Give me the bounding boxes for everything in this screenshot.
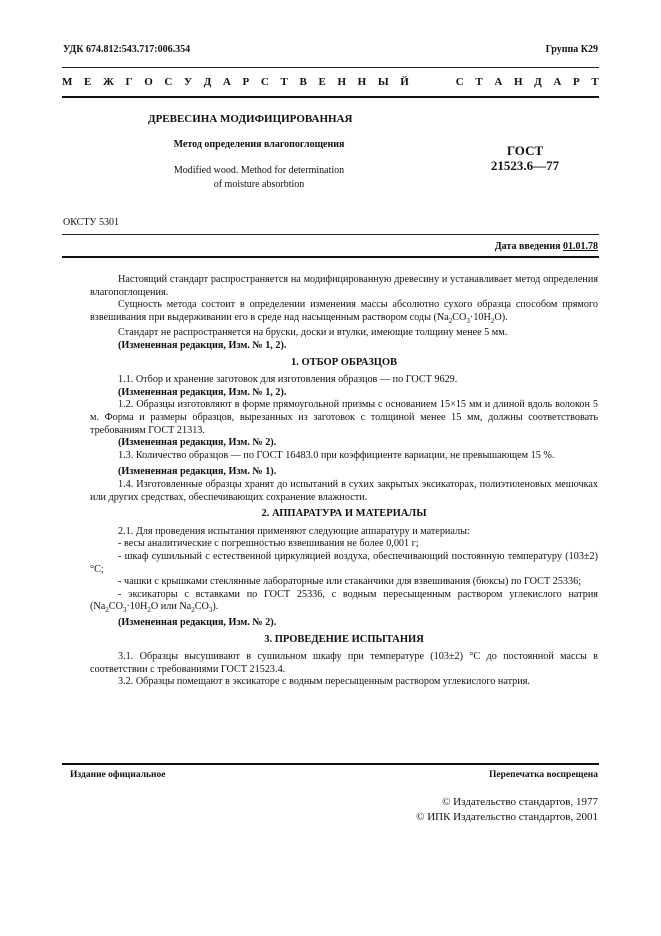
okstu-code: ОКСТУ 5301 bbox=[63, 217, 120, 228]
section-heading-3: 3. ПРОВЕДЕНИЕ ИСПЫТАНИЯ bbox=[264, 633, 424, 645]
banner-rule bbox=[62, 96, 599, 98]
list-item-oven: - шкаф сушильный с естественной циркуляцией воздуха, обеспечивающий постоянную температуру (103±2) °С; bbox=[90, 550, 598, 575]
interstate-standard-banner bbox=[62, 76, 599, 88]
copyright-1977: © Издательство стандартов, 1977 bbox=[442, 796, 598, 808]
introduction-date-label: Дата введения bbox=[494, 241, 561, 252]
document-body bbox=[90, 274, 598, 689]
section-heading-1: 1. ОТБОР ОБРАЗЦОВ bbox=[291, 356, 397, 368]
banner-letter: Т bbox=[475, 76, 483, 88]
section-heading-2: 2. АППАРАТУРА И МАТЕРИАЛЫ bbox=[261, 508, 427, 520]
banner-letter: Е bbox=[84, 76, 92, 88]
introduction-date bbox=[495, 241, 598, 252]
banner-letter: Ж bbox=[103, 76, 114, 88]
list-item-desiccators: - эксикаторы с вставками по ГОСТ 25336, с водным пересыщенным раствором углекислого натрия ($Na_2CO_3\cdot 10H_2O$ или $Na_2CO_3$). bbox=[90, 588, 598, 615]
banner-letter: Д bbox=[203, 76, 212, 88]
banner-letter: М bbox=[62, 76, 73, 88]
paragraph-scope: Настоящий стандарт распространяется на модифицированную древесину и устанавливает метод определения влагопоглощения. bbox=[90, 274, 598, 298]
clause-1-2: 1.2. Образцы изготовляют в форме прямоугольной призмы с основанием 15×15 мм и длиной вдоль волокон 5 м. Форма и размеры образцов, вырезанных из заготовок с толщиной менее 15 мм, должны соответствовать требованиям ГОСТ 21313. bbox=[90, 399, 598, 436]
reprint-prohibited: Перепечатка воспрещена bbox=[488, 770, 598, 780]
date-rule bbox=[62, 256, 599, 258]
clause-1-1: 1.1. Отбор и хранение заготовок для изготовления образцов — по ГОСТ 9629. bbox=[118, 374, 458, 386]
revision-note: (Измененная редакция, Изм. № 1, 2). bbox=[118, 340, 287, 351]
banner-letter: Н bbox=[357, 76, 367, 88]
banner-letter bbox=[438, 76, 444, 88]
clause-3-1: 3.1. Образцы высушивают в сушильном шкафу при температуре (103±2) °С до постоянной массы в соответствии с требованиями ГОСТ 21523.4. bbox=[90, 651, 598, 675]
introduction-date-value: 01.01.78 bbox=[563, 241, 598, 252]
gost-code: 21523.6—77 bbox=[490, 158, 560, 173]
banner-letter: С bbox=[260, 76, 269, 88]
english-title-line-2: of moisture absorbtion bbox=[213, 179, 305, 190]
english-title-line-1: Modified wood. Method for determination bbox=[173, 165, 345, 176]
banner-letter: О bbox=[144, 76, 153, 88]
official-edition: Издание официальное bbox=[70, 770, 166, 780]
banner-letter: А bbox=[553, 76, 562, 88]
document-title: ДРЕВЕСИНА МОДИФИЦИРОВАННАЯ bbox=[148, 113, 353, 125]
banner-letter: Р bbox=[572, 76, 580, 88]
copyright-2001: © ИПК Издательство стандартов, 2001 bbox=[416, 811, 598, 823]
clause-1-4: 1.4. Изготовленные образцы хранят до испытаний в сухих закрытых эксикаторах, полиэтиленовых мешочках или других средствах, обеспечивающих сохранение влажности. bbox=[90, 478, 598, 503]
banner-letter: С bbox=[164, 76, 173, 88]
document-subtitle: Метод определения влагопоглощения bbox=[173, 139, 345, 150]
paragraph-exclusion: Стандарт не распространяется на бруски, доски и втулки, имеющие толщину менее 5 мм. bbox=[118, 327, 508, 339]
banner-letter: Н bbox=[513, 76, 523, 88]
revision-note: (Измененная редакция, Изм. № 2). bbox=[118, 616, 277, 628]
banner-letter: Р bbox=[242, 76, 250, 88]
banner-letter: Т bbox=[591, 76, 599, 88]
group-code: Группа К29 bbox=[545, 44, 598, 55]
okstu-rule bbox=[62, 234, 599, 235]
udk-code: УДК 674.812:543.717:006.354 bbox=[63, 44, 191, 55]
revision-note: (Измененная редакция, Изм. № 2). bbox=[118, 437, 277, 449]
banner-letter: В bbox=[299, 76, 307, 88]
english-title bbox=[148, 164, 370, 192]
gost-number bbox=[470, 143, 580, 173]
list-item-dishes: - чашки с крышками стеклянные лабораторные или стаканчики для взвешивания (бюксы) по ГОСТ 25336; bbox=[118, 576, 582, 588]
gost-label: ГОСТ bbox=[506, 143, 544, 158]
revision-note: (Измененная редакция, Изм. № 1, 2). bbox=[118, 386, 287, 398]
paragraph-essence: Сущность метода состоит в определении изменения массы абсолютно сухого образца способом прямого взвешивания при выдерживании его в среде над насыщенным раствором соды $(Na_2CO_3\cdot 10H_2O)$. bbox=[90, 299, 598, 325]
clause-3-2: 3.2. Образцы помещают в эксикаторе с водным пересыщенным раствором углекислого натрия. bbox=[118, 676, 530, 688]
banner-letter: Е bbox=[318, 76, 326, 88]
banner-letter: А bbox=[222, 76, 231, 88]
revision-note: (Измененная редакция, Изм. № 1). bbox=[118, 466, 277, 478]
banner-letter: У bbox=[183, 76, 193, 88]
banner-letter: А bbox=[494, 76, 503, 88]
clause-2-1: 2.1. Для проведения испытания применяют следующие аппаратуру и материалы: bbox=[118, 525, 470, 537]
copyright bbox=[416, 795, 598, 825]
banner-letter: С bbox=[455, 76, 464, 88]
banner-letter bbox=[421, 76, 427, 88]
banner-letter: Т bbox=[280, 76, 288, 88]
banner-letter: Н bbox=[337, 76, 346, 88]
banner-letter: Д bbox=[534, 76, 542, 88]
top-rule bbox=[62, 67, 599, 68]
banner-letter: Г bbox=[125, 76, 133, 88]
footer-rule bbox=[62, 763, 599, 765]
banner-letter: Ы bbox=[377, 76, 389, 88]
list-item-balance: - весы аналитические с погрешностью взвешивания не более 0,001 г; bbox=[118, 538, 419, 550]
clause-1-3: 1.3. Количество образцов — по ГОСТ 16483.0 при коэффициенте вариации, не превышающем 15 %. bbox=[118, 449, 555, 461]
banner-letter: Й bbox=[400, 76, 409, 88]
